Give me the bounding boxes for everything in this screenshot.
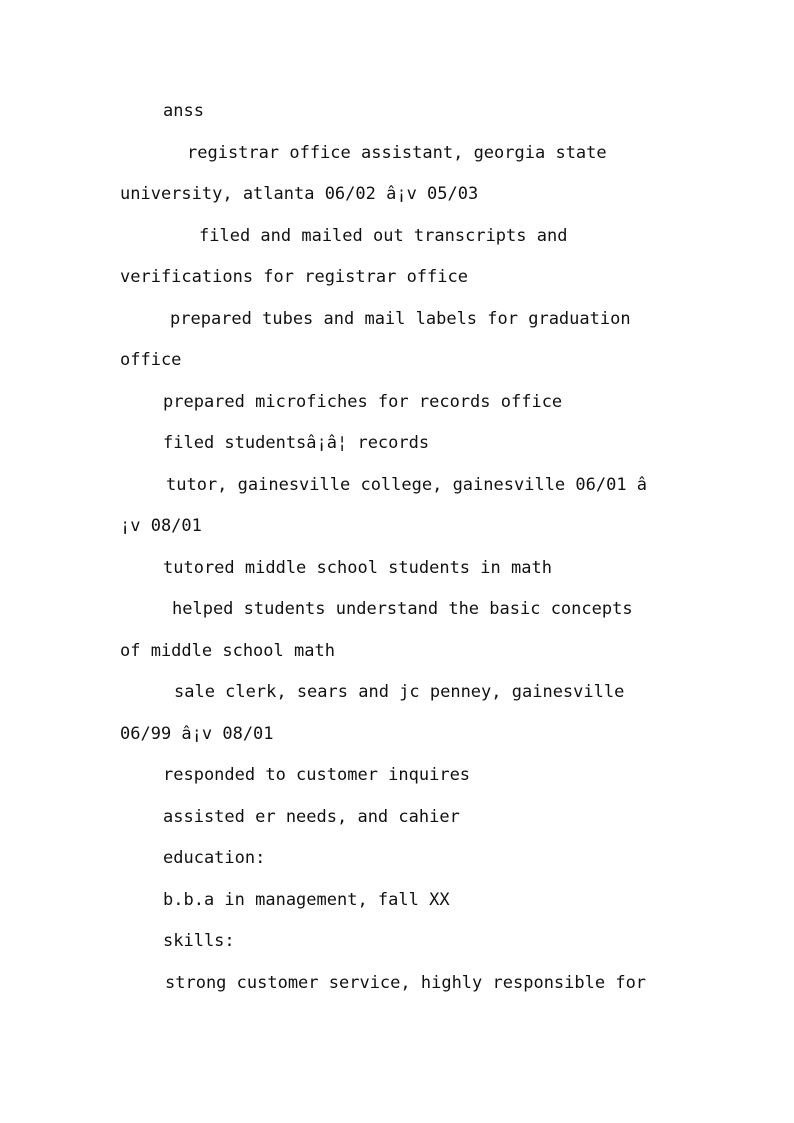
text-line: filed studentsâ¡â¦ records bbox=[163, 433, 430, 453]
text-line: of middle school math bbox=[120, 641, 335, 661]
document-page bbox=[120, 0, 675, 1123]
section-heading: skills: bbox=[163, 931, 235, 951]
text-line: ¡v 08/01 bbox=[120, 516, 202, 536]
text-line: responded to customer inquires bbox=[163, 765, 471, 785]
text-line: tutored middle school students in math bbox=[163, 558, 552, 578]
text-line: anss bbox=[163, 101, 204, 121]
text-line: assisted er needs, and cahier bbox=[163, 807, 460, 827]
text-line: tutor, gainesville college, gainesville 06/01 â bbox=[166, 475, 648, 495]
section-heading: education: bbox=[163, 848, 266, 868]
text-line: b.b.a in management, fall XX bbox=[163, 890, 450, 910]
text-line: filed and mailed out transcripts and bbox=[199, 226, 568, 246]
text-line: sale clerk, sears and jc penney, gainesville bbox=[174, 682, 625, 702]
text-line: prepared microfiches for records office bbox=[163, 392, 563, 412]
text-line: verifications for registrar office bbox=[120, 267, 468, 287]
text-line: office bbox=[120, 350, 182, 370]
text-line: helped students understand the basic concepts bbox=[172, 599, 633, 619]
text-line: university, atlanta 06/02 â¡v 05/03 bbox=[120, 184, 479, 204]
text-line: 06/99 â¡v 08/01 bbox=[120, 724, 274, 744]
text-line: strong customer service, highly responsible for bbox=[165, 973, 647, 993]
text-line: registrar office assistant, georgia state bbox=[187, 143, 607, 163]
text-line: prepared tubes and mail labels for graduation bbox=[170, 309, 631, 329]
